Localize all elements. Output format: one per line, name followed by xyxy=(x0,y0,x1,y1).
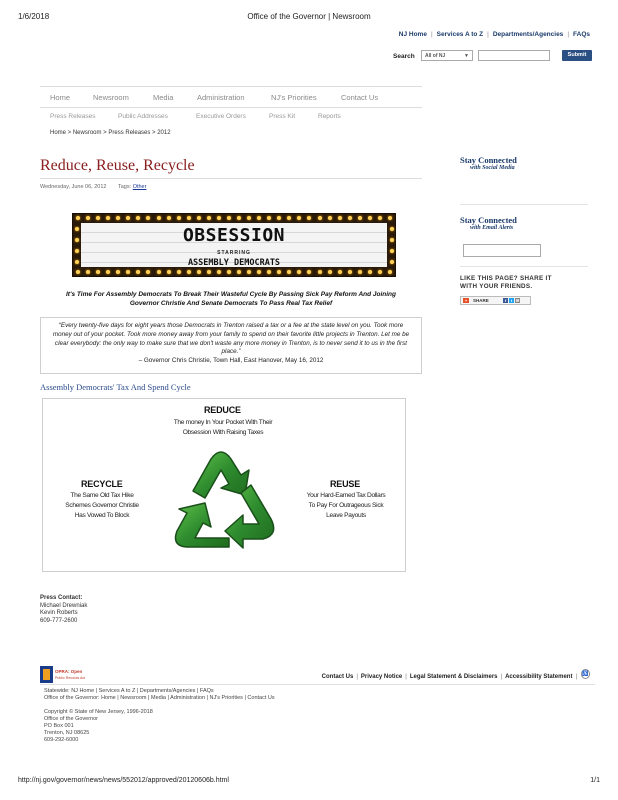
search-scope-value: All of NJ xyxy=(425,53,446,59)
reuse-line-1: Your Hard-Earned Tax Dollars xyxy=(306,492,386,499)
press-contact-phone: 609-777-2600 xyxy=(40,617,78,624)
like-text xyxy=(460,275,588,291)
breadcrumb[interactable]: Home > Newsroom > Press Releases > 2012 xyxy=(50,130,171,136)
share-plus-icon: + xyxy=(464,298,468,303)
article-subhead xyxy=(40,290,422,308)
accessibility-icon[interactable]: ♿ xyxy=(582,671,589,677)
recycle-icon xyxy=(161,443,281,567)
email-share-icon: ✉ xyxy=(515,298,520,303)
subnav-public-addresses[interactable]: Public Addresses xyxy=(118,113,168,120)
reuse-line-2: To Pay For Outrageous Sick xyxy=(308,502,384,509)
footer-accessibility[interactable]: Accessibility Statement xyxy=(505,674,573,680)
marquee-bulbs-left xyxy=(74,223,79,267)
opra-logo-line-1: OPRA: Open xyxy=(55,669,83,674)
page-title: Reduce, Reuse, Recycle xyxy=(40,157,195,174)
title-divider xyxy=(40,178,422,179)
print-date: 1/6/2018 xyxy=(18,12,50,21)
top-nav-faqs[interactable]: FAQs xyxy=(573,31,590,38)
nav-home[interactable]: Home xyxy=(50,93,71,102)
recycle-text xyxy=(47,491,157,521)
print-url: http://nj.gov/governor/news/news/552012/approved/20120606b.html xyxy=(18,777,229,784)
footer-address-2: PO Box 001 xyxy=(44,723,74,729)
print-title: Office of the Governor | Newsroom xyxy=(247,12,371,21)
recycle-line-1: The Same Old Tax Hike xyxy=(70,492,134,499)
footer-links: Contact Us | Privacy Notice | Legal Statement & Disclaimers | Accessibility Statement | ♿ xyxy=(321,671,589,680)
main-nav xyxy=(40,86,422,108)
chevron-down-icon: ▼ xyxy=(464,53,469,59)
marquee-cast: ASSEMBLY DEMOCRATS xyxy=(187,258,281,268)
cycle-graphic xyxy=(42,398,406,572)
press-contact-name-2: Kevin Roberts xyxy=(40,610,78,616)
search-label: Search xyxy=(393,53,415,60)
article-date: Wednesday, June 06, 2012 xyxy=(40,184,107,190)
subnav-press-kit[interactable]: Press Kit xyxy=(269,113,296,120)
subnav-reports[interactable]: Reports xyxy=(318,113,341,120)
reuse-line-3: Leave Payouts xyxy=(326,512,366,519)
social-subtitle[interactable]: with Social Media xyxy=(470,165,515,171)
nav-media[interactable]: Media xyxy=(153,93,174,102)
top-nav-departments[interactable]: Departments/Agencies xyxy=(492,31,564,38)
article-meta xyxy=(40,184,146,190)
footer-legal[interactable]: Legal Statement & Disclaimers xyxy=(409,674,498,680)
email-alerts-block xyxy=(460,215,588,267)
footer-divider xyxy=(40,684,595,685)
subhead-line-1: It's Time For Assembly Democrats To Break Their Wasteful Cycle By Passing Sick Pay Reform And Joining xyxy=(65,291,397,298)
email-title: Stay Connected xyxy=(460,215,517,225)
reuse-title: REUSE xyxy=(330,479,361,489)
marquee-starring: STARRING xyxy=(217,250,251,256)
press-contact-label: Press Contact: xyxy=(40,595,83,601)
top-nav-services[interactable]: Services A to Z xyxy=(436,31,484,38)
footer-address-1: Office of the Governor xyxy=(44,716,99,722)
share-block xyxy=(460,275,588,303)
top-utility-nav: NJ Home | Services A to Z | Departments/Agencies | FAQs xyxy=(398,31,590,38)
print-page-number: 1/1 xyxy=(590,777,600,784)
reduce-line-1: The money In Your Pocket With Their xyxy=(173,419,273,426)
marquee-board xyxy=(81,223,387,267)
print-header xyxy=(0,0,618,20)
footer-address-3: Trenton, NJ 08625 xyxy=(44,730,90,736)
footer-copyright: Copyright © State of New Jersey, 1996-2018 xyxy=(44,709,153,715)
reduce-title: REDUCE xyxy=(204,405,241,415)
share-label: SHARE xyxy=(473,298,489,303)
nav-newsroom[interactable]: Newsroom xyxy=(93,93,129,102)
subhead-line-2: Governor Christie And Senate Democrats To Pass Real Tax Relief xyxy=(129,300,333,307)
footer-address-4: 609-292-6000 xyxy=(44,737,79,743)
subnav-executive-orders[interactable]: Executive Orders xyxy=(196,113,246,120)
quote-attribution: – Governor Chris Christie, Town Hall, East Hanover, May 16, 2012 xyxy=(138,357,324,365)
email-subtitle[interactable]: with Email Alerts xyxy=(470,225,514,231)
reduce-text xyxy=(138,418,308,438)
opra-logo[interactable] xyxy=(40,666,88,683)
marquee-bulbs-right xyxy=(389,223,394,267)
like-line-2: WITH YOUR FRIENDS. xyxy=(460,283,533,290)
social-media-block xyxy=(460,155,588,205)
footer-privacy[interactable]: Privacy Notice xyxy=(360,674,403,680)
recycle-line-3: Has Vowed To Block xyxy=(74,512,130,519)
tags-label: Tags: xyxy=(118,184,132,190)
twitter-icon: t xyxy=(510,298,513,303)
marquee-bulbs-bottom xyxy=(76,268,392,276)
reduce-line-2: Obsession With Raising Taxes xyxy=(182,429,264,436)
reuse-text xyxy=(287,491,405,521)
footer-contact-us[interactable]: Contact Us xyxy=(321,674,354,680)
top-nav-nj-home[interactable]: NJ Home xyxy=(398,31,427,38)
marquee-bulbs-top xyxy=(76,214,392,222)
recycle-line-2: Schemes Governor Christie xyxy=(65,502,139,509)
search-input[interactable] xyxy=(478,50,550,61)
share-button[interactable] xyxy=(460,296,531,305)
search-scope-select[interactable] xyxy=(421,50,473,61)
footer-nav xyxy=(44,688,275,702)
search-submit-button[interactable]: Submit xyxy=(562,50,592,61)
like-line-1: LIKE THIS PAGE? SHARE IT xyxy=(460,275,552,282)
opra-logo-line-2: Public Records Act xyxy=(55,676,86,680)
footer-address xyxy=(44,709,153,744)
marquee-title: OBSESSION xyxy=(182,225,286,246)
quote-text: “Every twenty-five days for eight years those Democrats in Trenton raised a tax or a fee at the state level on you. Took more money out of your pocket. Took more money away from your family to spend on their favorite little projects in Trenton. Let me be clear everybody: the only way to make sure that we don't waste any more money in Trenton, is to never send it to us in the first place.” xyxy=(52,322,410,356)
press-contact xyxy=(40,595,87,625)
tag-link-other[interactable]: Other xyxy=(132,184,147,190)
subnav-press-releases[interactable]: Press Releases xyxy=(50,113,96,120)
footer-statewide[interactable]: Statewide: NJ Home | Services A to Z | Departments/Agencies | FAQs xyxy=(44,688,214,694)
nav-contact-us[interactable]: Contact Us xyxy=(341,93,379,102)
nav-administration[interactable]: Administration xyxy=(197,93,245,102)
obsession-marquee-banner xyxy=(72,213,396,277)
social-title: Stay Connected xyxy=(460,155,517,165)
section-heading: Assembly Democrats' Tax And Spend Cycle xyxy=(40,382,191,392)
press-contact-name-1: Michael Drewniak xyxy=(40,602,88,609)
email-alerts-input[interactable] xyxy=(463,244,541,257)
facebook-icon: f xyxy=(504,298,507,303)
recycle-title: RECYCLE xyxy=(81,479,123,489)
nav-priorities[interactable]: NJ's Priorities xyxy=(271,93,317,102)
quote-box xyxy=(40,317,422,374)
footer-governor-office[interactable]: Office of the Governor: Home | Newsroom | Media | Administration | NJ's Priorities | Contact Us xyxy=(44,695,275,701)
